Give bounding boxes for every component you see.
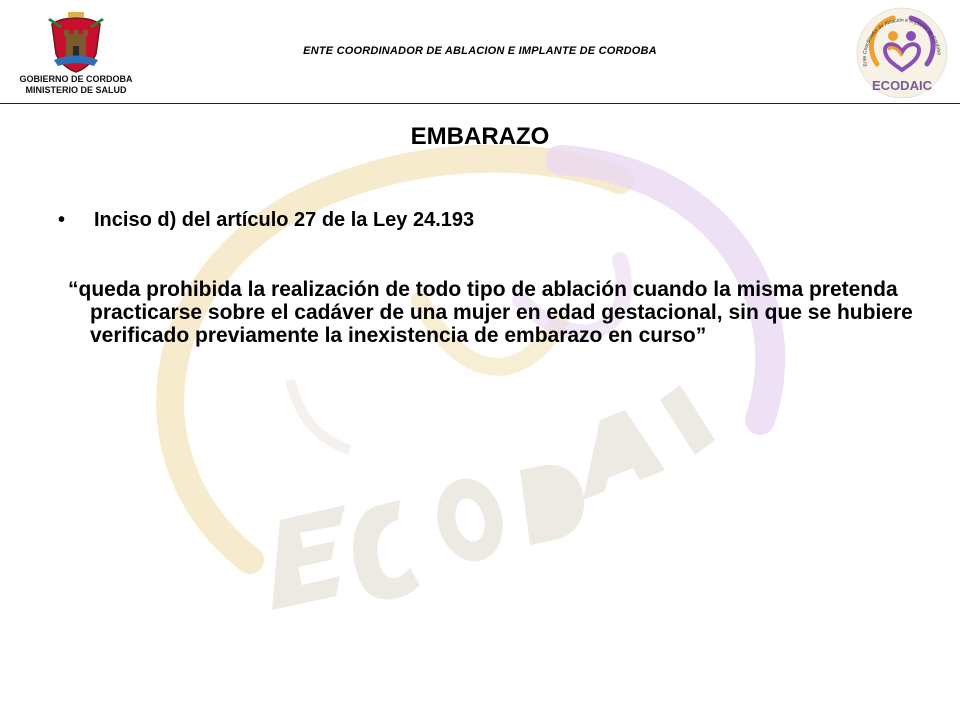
slide-title: EMBARAZO bbox=[410, 123, 550, 150]
government-header bbox=[0, 10, 152, 96]
ecodaic-logo-icon bbox=[855, 6, 949, 100]
coat-of-arms-icon bbox=[44, 10, 108, 74]
bullet-icon: • bbox=[58, 209, 66, 231]
bullet-item bbox=[58, 209, 474, 232]
logo-text: ECODAIC bbox=[872, 78, 932, 93]
bullet-text: Inciso d) del artículo 27 de la Ley 24.193 bbox=[94, 209, 475, 231]
law-quote: “queda prohibida la realización de todo tipo de ablación cuando la misma pretenda practicarse sobre el cadáver de una mujer en edad gestacional, sin que se hubiere verificado previamente la inexistencia de embarazo en curso” bbox=[68, 278, 913, 347]
ministry-name: MINISTERIO DE SALUD bbox=[25, 85, 127, 95]
header-divider bbox=[0, 103, 960, 104]
organization-title: ENTE COORDINADOR DE ABLACION E IMPLANTE DE CORDOBA bbox=[303, 45, 657, 57]
government-name: GOBIERNO DE CORDOBA bbox=[19, 74, 133, 84]
logo-ring-text: Ente Coordinador de Ablación e Implante de Córdoba bbox=[861, 17, 942, 67]
